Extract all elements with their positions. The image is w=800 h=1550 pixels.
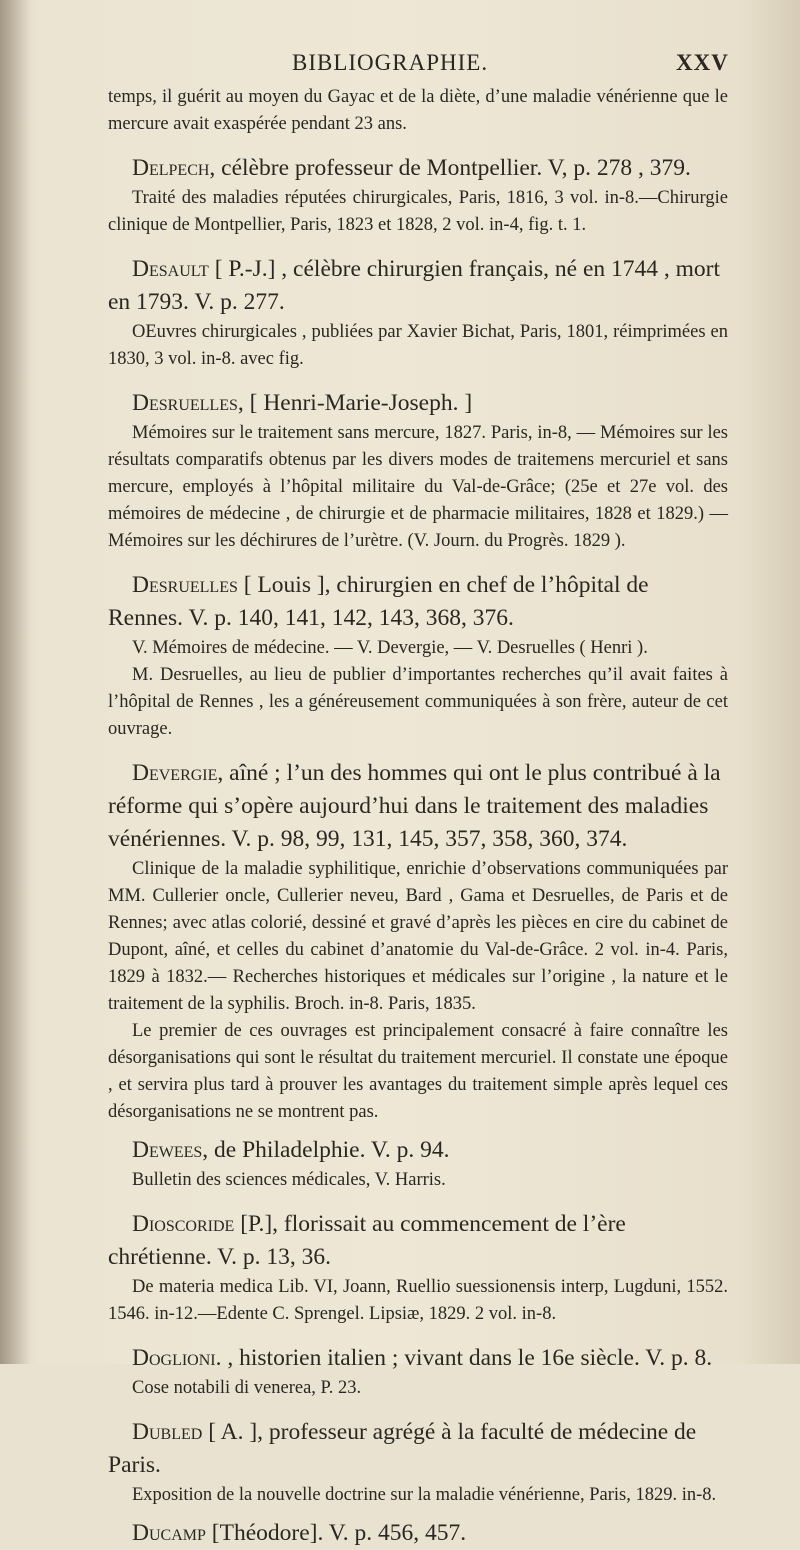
- entry-dewees: [108, 1134, 728, 1194]
- entry-doglioni: [108, 1342, 728, 1402]
- entry-heading: [108, 1416, 728, 1482]
- entry-heading: [108, 152, 728, 185]
- entry-body: Mémoires sur le traitement sans mercure, 1827. Paris, in-8, — Mémoires sur les résultats comparatifs obtenus par les divers modes de traitemens mercuriel et sans mercure, employés à l’hôpital militaire du Val-de-Grâce; (25e et 27e vol. des mémoires de médecine , de chirurgie et de pharmacie militaires, 1828 et 1829.) —Mémoires sur les déchirures de l’urètre. (V. Journ. du Progrès. 1829 ).: [108, 423, 728, 551]
- entry-heading-text: , [ Henri-Marie-Joseph. ]: [237, 390, 473, 416]
- entry-body: M. Desruelles, au lieu de publier d’importantes recherches qu’il avait faites à l’hôpital de Rennes , les a généreusement communiquées à son frère, auteur de cet ouvrage.: [108, 665, 728, 739]
- entry-name: Dubled: [132, 1419, 203, 1445]
- entry-heading-text: , célèbre professeur de Montpellier. V, p. 278 , 379.: [209, 155, 691, 181]
- entry-heading: [108, 253, 728, 319]
- entry-delpech: [108, 152, 728, 239]
- entry-heading-text: [Théodore]. V. p. 456, 457.: [205, 1520, 467, 1546]
- entry-heading-text: [P.], florissait au commencement de l’ère chrétienne. V. p. 13, 36.: [108, 1211, 626, 1270]
- running-header: [0, 50, 800, 80]
- header-title: BIBLIOGRAPHIE.: [292, 50, 489, 75]
- entry-heading: [108, 1517, 728, 1550]
- entry-heading: [108, 569, 728, 635]
- page-number: XXV: [676, 50, 729, 75]
- entry-heading: [108, 1134, 728, 1167]
- entry-heading: [108, 1208, 728, 1274]
- entry-body: OEuvres chirurgicales , publiées par Xavier Bichat, Paris, 1801, réimprimées en 1830, 3 vol. in-8. avec fig.: [108, 322, 728, 369]
- entry-heading: [108, 1342, 728, 1375]
- entry-heading: [108, 757, 728, 856]
- entry-body: Bulletin des sciences médicales, V. Harris.: [132, 1170, 446, 1190]
- entry-name: Desault: [132, 256, 209, 282]
- entry-continued: [108, 84, 728, 138]
- entry-body: Exposition de la nouvelle doctrine sur la maladie vénérienne, Paris, 1829. in-8.: [132, 1485, 717, 1505]
- entry-heading-text: [ A. ], professeur agrégé à la faculté de médecine de Paris.: [108, 1419, 697, 1478]
- entry-body: temps, il guérit au moyen du Gayac et de la diète, d’une maladie vénérienne que le mercure avait exaspérée pendant 23 ans.: [108, 87, 728, 134]
- entry-desault: [108, 253, 728, 373]
- entry-devergie: [108, 757, 728, 1126]
- entry-name: Ducamp: [132, 1520, 206, 1546]
- entry-body: Traité des maladies réputées chirurgicales, Paris, 1816, 3 vol. in-8.—Chirurgie clinique de Montpellier, Paris, 1823 et 1828, 2 vol. in-4, fig. t. 1.: [108, 188, 728, 235]
- entry-name: Doglioni: [132, 1345, 216, 1371]
- entry-name: Devergie: [132, 760, 218, 786]
- entry-heading: [108, 387, 728, 420]
- entry-name: Dewees: [132, 1137, 203, 1163]
- entry-desruelles-henri: [108, 387, 728, 555]
- page-edge-shadow: [0, 0, 30, 1364]
- entry-name: Desruelles: [132, 390, 238, 416]
- entry-body: V. Mémoires de médecine. — V. Devergie, — V. Desruelles ( Henri ).: [132, 638, 648, 658]
- entry-heading-text: [ Louis ], chirurgien en chef de l’hôpital de Rennes. V. p. 140, 141, 142, 143, 368, 376.: [108, 572, 649, 631]
- entry-name: Delpech: [132, 155, 210, 181]
- entry-heading-text: [ P.-J.] , célèbre chirurgien français, né en 1744 , mort en 1793. V. p. 277.: [108, 256, 721, 315]
- entry-body: Clinique de la maladie syphilitique, enrichie d’observations communiquées par MM. Cullerier oncle, Cullerier neveu, Bard , Gama et Desruelles, de Paris et de Rennes; avec atlas colorié, dessiné et gravé d’après les pièces en cire du cabinet de Dupont, aîné, et celles du cabinet d’anatomie du Val-de-Grâce. 2 vol. in-4. Paris, 1829 à 1832.— Recherches historiques et médicales sur l’origine , la nature et le traitement de la syphilis. Broch. in-8. Paris, 1835.: [108, 859, 728, 1014]
- entry-body: Cose notabili di venerea, P. 23.: [132, 1378, 362, 1398]
- entry-name: Dioscoride: [132, 1211, 235, 1237]
- entry-ducamp: [108, 1517, 728, 1550]
- entry-body: Le premier de ces ouvrages est principalement consacré à faire connaître les désorganisations qui sont le résultat du traitement mercuriel. Il constate une époque , et servira plus tard à prouver les avantages du traitement simple après lequel ces désorganisations ne se montrent pas.: [108, 1021, 728, 1122]
- bibliography-text: [108, 84, 728, 1550]
- entry-body: De materia medica Lib. VI, Joann, Ruellio suessionensis interp, Lugduni, 1552. 1546. in-12.—Edente C. Sprengel. Lipsiæ, 1829. 2 vol. in-8.: [108, 1277, 728, 1324]
- entry-heading-text: , de Philadelphie. V. p. 94.: [202, 1137, 450, 1163]
- entry-desruelles-louis: [108, 569, 728, 743]
- entry-heading-text: , aîné ; l’un des hommes qui ont le plus contribué à la réforme qui s’opère aujourd’hui dans le traitement des maladies vénériennes. V. p. 98, 99, 131, 145, 357, 358, 360, 374.: [108, 760, 721, 852]
- entry-name: Desruelles: [132, 572, 238, 598]
- entry-dubled: [108, 1416, 728, 1509]
- entry-heading-text: . , historien italien ; vivant dans le 16e siècle. V. p. 8.: [215, 1345, 713, 1371]
- entry-dioscoride: [108, 1208, 728, 1328]
